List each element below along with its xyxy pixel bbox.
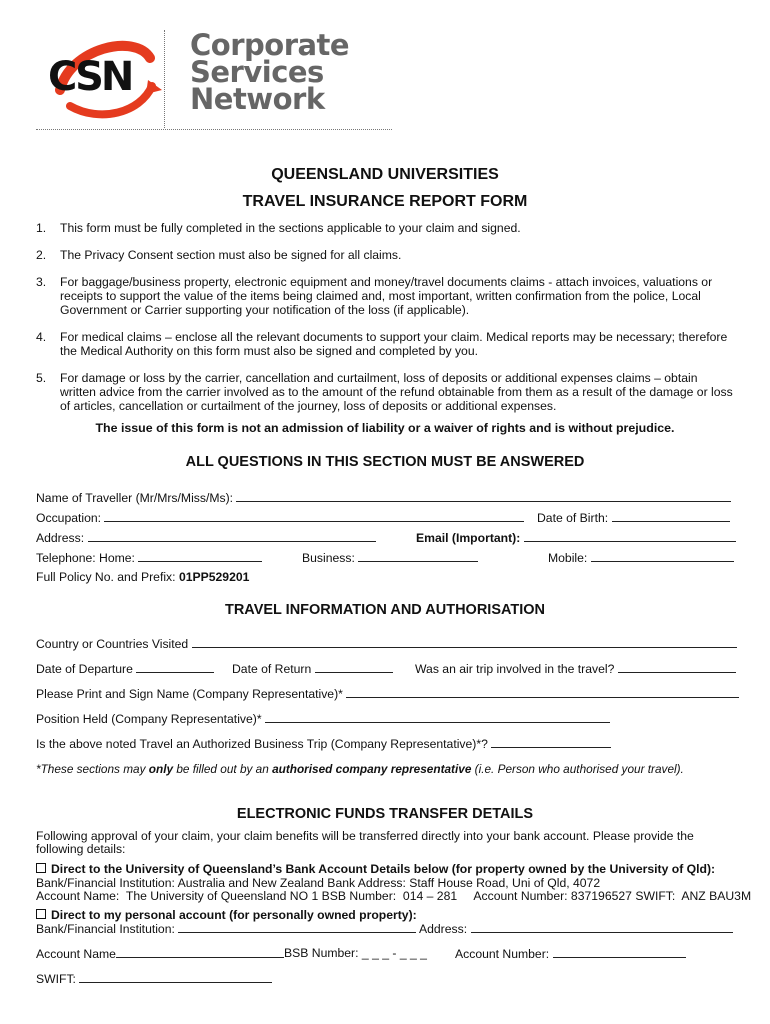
account-number-row (455, 946, 686, 961)
instruction-number: 4. (36, 330, 47, 344)
dob-row (537, 510, 730, 525)
section3-heading: ELECTRONIC FUNDS TRANSFER DETAILS (236, 806, 534, 822)
air-trip-label: Was an air trip involved in the travel? (415, 662, 615, 676)
mobile-field[interactable] (591, 550, 734, 562)
bsb-row (284, 946, 427, 960)
policy-value: 01PP529201 (178, 570, 250, 584)
form-title-line2: TRAVEL INSURANCE REPORT FORM (242, 193, 528, 210)
instruction-number: 1. (36, 221, 47, 235)
occupation-label: Occupation: (36, 511, 102, 525)
dob-field[interactable] (612, 510, 730, 522)
eft-option-uq (36, 862, 715, 876)
instruction-item (36, 275, 736, 317)
personal-account-checkbox[interactable] (36, 909, 46, 919)
swift-label: SWIFT: (36, 972, 76, 986)
instruction-number: 2. (36, 248, 47, 262)
brand-name (190, 28, 350, 116)
business-row (302, 550, 478, 565)
note-emphasis: only (148, 762, 174, 776)
instructions-list (36, 221, 736, 426)
countries-label: Country or Countries Visited (36, 637, 189, 651)
eft-option-uq-label: Direct to the University of Queensland’s Bank Account Details below (for property owned by the University of Qld): (51, 862, 716, 876)
note-text: (i.e. Person who authorised your travel). (471, 762, 684, 776)
instruction-item (36, 221, 736, 235)
instruction-item (36, 371, 736, 413)
bsb-label: BSB Number: (284, 946, 359, 960)
uq-bank-line: Bank/Financial Institution: Australia and New Zealand Bank Address: Staff House Road, Uni of Qld, 4072 (36, 876, 601, 890)
csn-logo-mark (40, 28, 170, 128)
uq-account-checkbox[interactable] (36, 863, 46, 873)
bank-label: Bank/Financial Institution: (36, 922, 175, 936)
occupation-row (36, 510, 524, 525)
account-name-field[interactable] (116, 946, 284, 958)
svg-text:CSN: CSN (48, 54, 132, 100)
note-text: *These sections may (36, 762, 149, 776)
address-field[interactable] (88, 530, 376, 542)
tel-home-label: Telephone: Home: (36, 551, 135, 565)
brand-line-1: Corporate (190, 28, 350, 62)
policy-label: Full Policy No. and Prefix: (36, 570, 176, 584)
bsb-field[interactable]: _ _ _ - _ _ _ (361, 946, 427, 960)
position-label: Position Held (Company Representative)* (36, 712, 262, 726)
bank-address-label: Address: (419, 922, 468, 936)
instruction-number: 5. (36, 371, 47, 385)
occupation-field[interactable] (104, 510, 524, 522)
account-number-label: Account Number: (455, 947, 550, 961)
business-label: Business: (302, 551, 355, 565)
bank-field[interactable] (178, 921, 416, 933)
note-emphasis: authorised company representative (272, 762, 472, 776)
header-divider-vertical (164, 30, 165, 128)
return-field[interactable] (315, 661, 393, 673)
business-field[interactable] (358, 550, 478, 562)
disclaimer: The issue of this form is not an admission of liability or a waiver of rights and is without prejudice. (95, 421, 675, 435)
email-field[interactable] (524, 530, 736, 542)
section1-heading: ALL QUESTIONS IN THIS SECTION MUST BE ANSWERED (185, 454, 585, 470)
countries-row (36, 636, 737, 651)
air-trip-field[interactable] (618, 661, 736, 673)
swift-field[interactable] (79, 971, 272, 983)
eft-intro: Following approval of your claim, your claim benefits will be transferred directly into your bank account. Please provide the following details: (36, 829, 694, 856)
departure-label: Date of Departure (36, 662, 133, 676)
email-row (416, 530, 736, 545)
note-text: be filled out by an (173, 762, 273, 776)
authorized-label: Is the above noted Travel an Authorized Business Trip (Company Representative)*? (36, 737, 488, 751)
departure-field[interactable] (136, 661, 214, 673)
form-title-line1: QUEENSLAND UNIVERSITIES (271, 166, 499, 183)
account-number-field[interactable] (553, 946, 686, 958)
print-sign-field[interactable] (346, 686, 739, 698)
air-trip-row (415, 661, 736, 676)
policy-row (36, 570, 249, 584)
instruction-number: 3. (36, 275, 47, 289)
uq-account-line: Account Name: The University of Queensland NO 1 BSB Number: 014 – 281 Account Number: 837196527 SWIFT: ANZ BAU3M (36, 889, 752, 903)
authorisation-note (36, 762, 684, 776)
instruction-item (36, 330, 736, 358)
eft-option-personal (36, 908, 417, 922)
tel-home-field[interactable] (138, 550, 262, 562)
account-name-row (36, 946, 284, 961)
account-name-label: Account Name (36, 947, 116, 961)
departure-row (36, 661, 214, 676)
header-divider-horizontal (36, 129, 392, 130)
dob-label: Date of Birth: (537, 511, 609, 525)
return-label: Date of Return (232, 662, 312, 676)
instruction-text: The Privacy Consent section must also be signed for all claims. (60, 248, 402, 262)
instruction-text: This form must be fully completed in the sections applicable to your claim and signed. (60, 221, 521, 235)
brand-line-3: Network (190, 82, 325, 116)
bank-row (36, 921, 733, 936)
traveller-name-field[interactable] (236, 490, 731, 502)
print-sign-label: Please Print and Sign Name (Company Representative)* (36, 687, 343, 701)
bank-address-field[interactable] (471, 921, 733, 933)
traveller-name-row (36, 490, 731, 505)
print-sign-row (36, 686, 739, 701)
authorized-row (36, 736, 611, 751)
instruction-text: For medical claims – enclose all the relevant documents to support your claim. Medical reports may be necessary; therefore the Medical Authority on this form must also be signed and completed by you. (60, 330, 728, 358)
mobile-row (548, 550, 734, 565)
instruction-item (36, 248, 736, 262)
traveller-name-label: Name of Traveller (Mr/Mrs/Miss/Ms): (36, 491, 234, 505)
return-row (232, 661, 393, 676)
instruction-text: For baggage/business property, electronic equipment and money/travel documents claims - attach invoices, valuations or receipts to support the value of the items being claimed and, most important, written confirmation from the police, Local Government or Carrier supporting your notification of the loss (if applicable). (60, 275, 713, 317)
email-label: Email (Important): (416, 531, 521, 545)
position-row (36, 711, 610, 726)
position-field[interactable] (265, 711, 610, 723)
eft-option-personal-label: Direct to my personal account (for personally owned property): (51, 908, 417, 922)
countries-field[interactable] (192, 636, 737, 648)
swift-row (36, 971, 272, 986)
mobile-label: Mobile: (548, 551, 588, 565)
instruction-text: For damage or loss by the carrier, cancellation and curtailment, loss of deposits or additional expenses claims – obtain written advice from the carrier involved as to the amount of the refund obtainable from them as a result of the damage or loss of articles, cancellation or curtailment of the journey, loss of deposits or additional expenses. (60, 371, 733, 413)
authorized-field[interactable] (491, 736, 611, 748)
tel-home-row (36, 550, 262, 565)
address-row (36, 530, 376, 545)
address-label: Address: (36, 531, 85, 545)
section2-heading: TRAVEL INFORMATION AND AUTHORISATION (224, 602, 546, 618)
brand-line-2: Services (190, 55, 324, 89)
